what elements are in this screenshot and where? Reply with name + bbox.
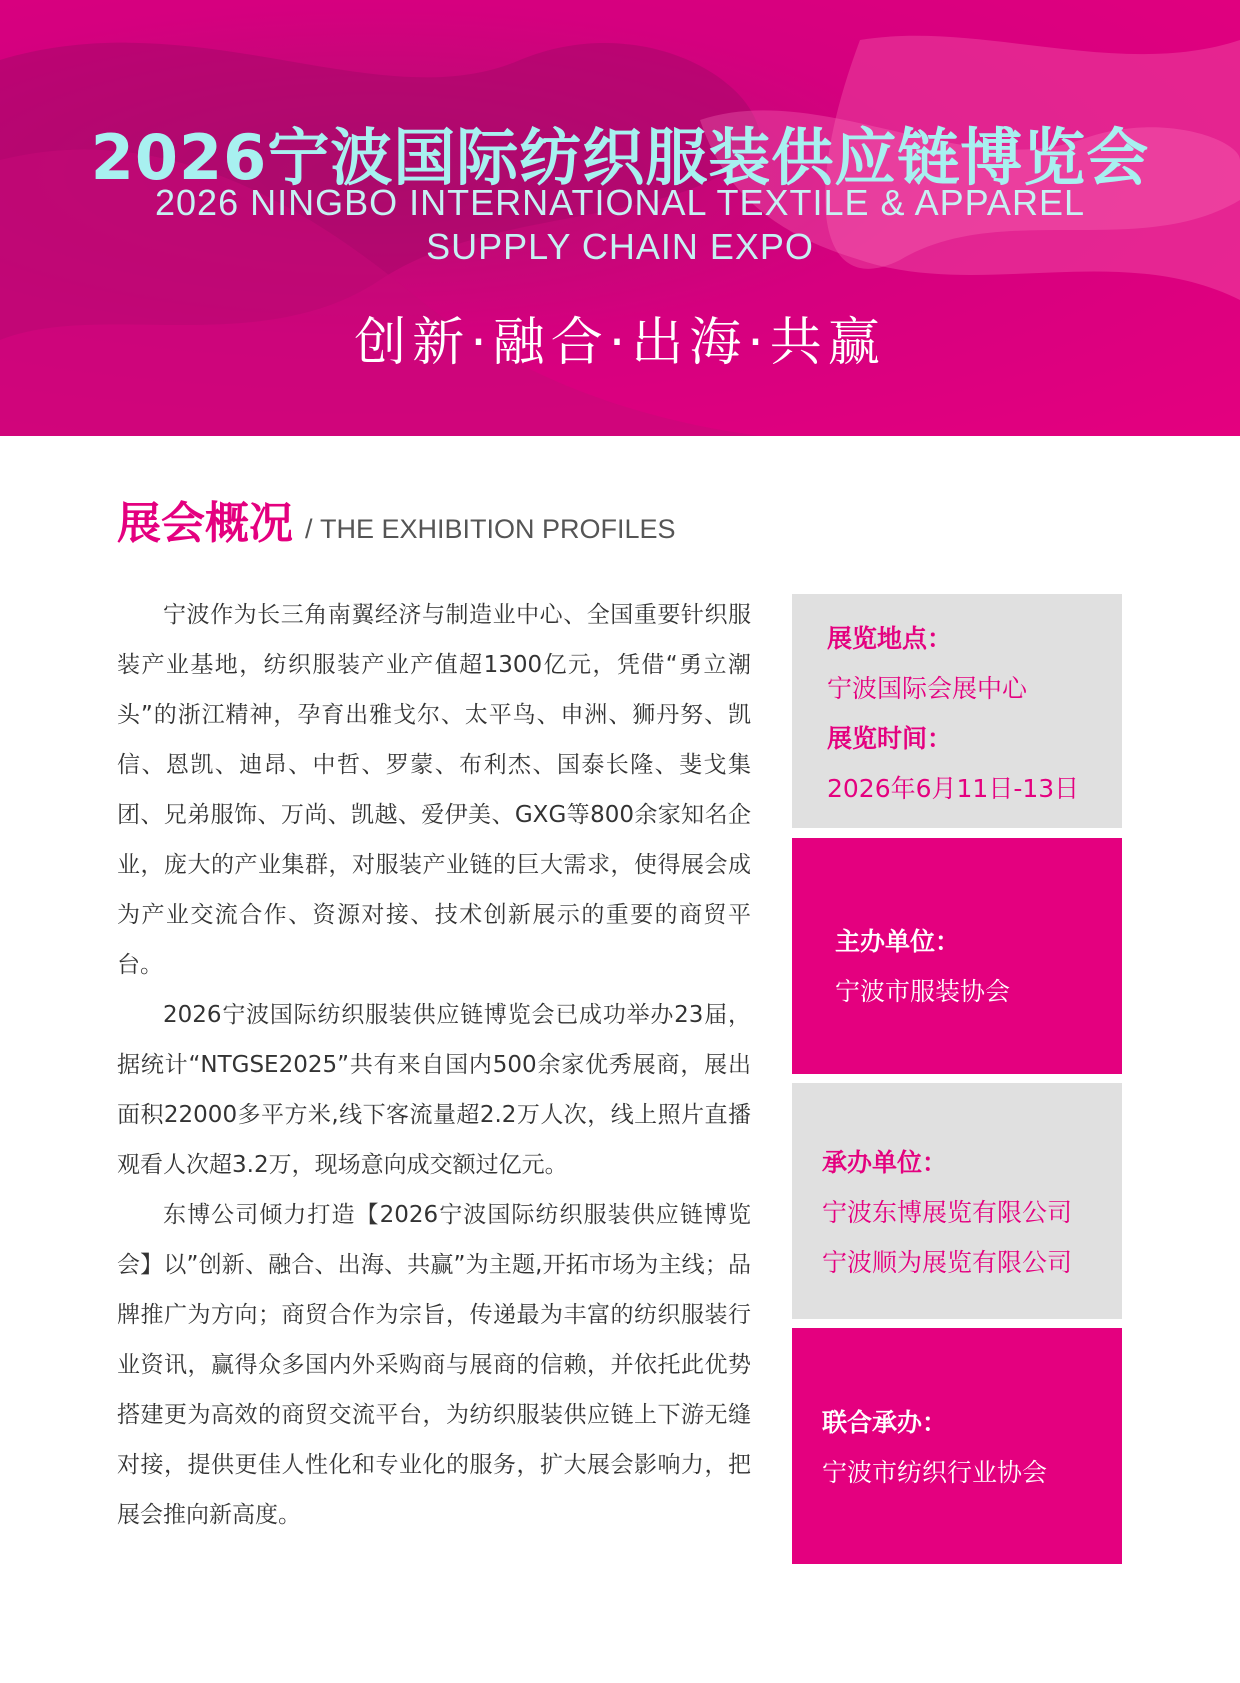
organizer-value-1: 宁波东博展览有限公司 [822, 1198, 1073, 1227]
section-heading [117, 487, 676, 551]
section-title-cn: 展会概况 [117, 498, 293, 549]
time-value: 2026年6月11日-13日 [827, 774, 1080, 803]
co-organizer-value: 宁波市纺织行业协会 [822, 1458, 1048, 1487]
organizer-label: 承办单位： [822, 1148, 948, 1177]
expo-title-en-line2: SUPPLY CHAIN EXPO [426, 226, 814, 267]
section-title-en: / THE EXHIBITION PROFILES [305, 514, 676, 544]
co-organizer-box [792, 1328, 1122, 1564]
venue-label: 展览地点： [827, 624, 953, 653]
venue-time-box [792, 594, 1122, 828]
expo-title-en-line1: 2026 NINGBO INTERNATIONAL TEXTILE & APPAREL [155, 182, 1085, 223]
organizer-box [792, 1083, 1122, 1319]
profile-paragraph-2: 2026宁波国际纺织服装供应链博览会已成功举办23届，据统计“NTGSE2025”共有来自国内500余家优秀展商，展出面积22000多平方米,线下客流量超2.2万人次，线上照片直播观看人次超3.2万，现场意向成交额过亿元。 [117, 1002, 751, 1178]
time-label: 展览时间： [827, 724, 953, 753]
header-banner [0, 0, 1240, 436]
host-label: 主办单位： [835, 927, 961, 956]
host-value: 宁波市服装协会 [835, 977, 1011, 1006]
profile-paragraph-1: 宁波作为长三角南翼经济与制造业中心、全国重要针织服装产业基地，纺织服装产业产值超1300亿元，凭借“勇立潮头”的浙江精神，孕育出雅戈尔、太平鸟、申洲、狮丹努、凯信、恩凯、迪昂、中哲、罗蒙、布利杰、国泰长隆、斐戈集团、兄弟服饰、万尚、凯越、爱伊美、GXG等800余家知名企业，庞大的产业集群，对服装产业链的巨大需求，使得展会成为产业交流合作、资源对接、技术创新展示的重要的商贸平台。 [117, 602, 751, 978]
host-box [792, 838, 1122, 1074]
venue-value: 宁波国际会展中心 [827, 674, 1028, 703]
expo-title-cn: 2026宁波国际纺织服装供应链博览会 [90, 121, 1150, 194]
co-organizer-label: 联合承办： [822, 1408, 948, 1437]
expo-slogan: 创新·融合·出海·共赢 [354, 313, 886, 373]
profile-text [117, 590, 751, 1540]
profile-paragraph-3: 东博公司倾力打造【2026宁波国际纺织服装供应链博览会】以”创新、融合、出海、共赢”为主题,开拓市场为主线；品牌推广为方向；商贸合作为宗旨，传递最为丰富的纺织服装行业资讯，赢得众多国内外采购商与展商的信赖，并依托此优势搭建更为高效的商贸交流平台，为纺织服装供应链上下游无缝对接，提供更佳人性化和专业化的服务，扩大展会影响力，把展会推向新高度。 [117, 1202, 751, 1528]
organizer-value-2: 宁波顺为展览有限公司 [822, 1248, 1073, 1277]
